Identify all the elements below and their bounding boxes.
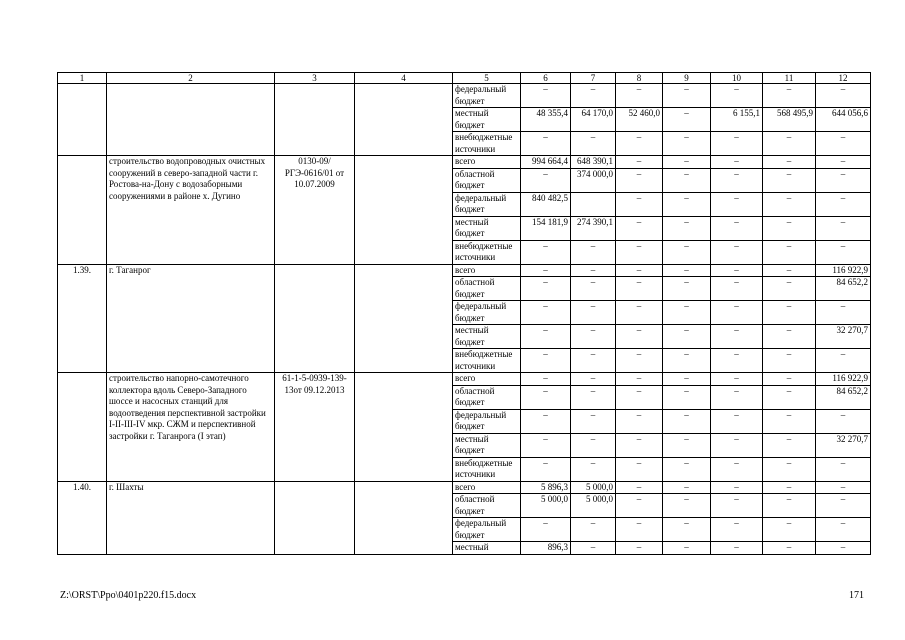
column-number: 9 — [663, 73, 711, 84]
document-ref-cell — [275, 481, 355, 554]
value-cell: – — [711, 301, 763, 325]
column-4-cell — [355, 156, 453, 265]
value-cell: – — [571, 325, 616, 349]
column-number: 2 — [107, 73, 275, 84]
value-cell: – — [663, 385, 711, 409]
column-number: 1 — [58, 73, 107, 84]
value-cell: – — [571, 301, 616, 325]
value-cell: – — [763, 192, 816, 216]
item-name-cell: г. Таганрог — [107, 264, 275, 373]
value-cell: – — [521, 132, 571, 156]
value-cell: – — [616, 385, 663, 409]
column-4-cell — [355, 373, 453, 482]
value-cell: – — [816, 542, 871, 555]
column-4-cell — [355, 264, 453, 373]
value-cell: – — [616, 349, 663, 373]
value-cell: – — [521, 349, 571, 373]
value-cell: 64 170,0 — [571, 108, 616, 132]
value-cell: 6 155,1 — [711, 108, 763, 132]
value-cell: – — [711, 494, 763, 518]
value-cell: – — [663, 433, 711, 457]
value-cell: – — [663, 216, 711, 240]
value-cell: 994 664,4 — [521, 156, 571, 169]
value-cell: – — [616, 433, 663, 457]
value-cell: – — [571, 349, 616, 373]
value-cell: – — [616, 494, 663, 518]
value-cell: – — [616, 168, 663, 192]
value-cell: – — [663, 518, 711, 542]
funding-source-cell: местный бюджет — [453, 433, 521, 457]
value-cell: – — [763, 518, 816, 542]
column-4-cell — [355, 84, 453, 156]
item-name-cell — [107, 84, 275, 156]
value-cell: – — [763, 264, 816, 277]
funding-source-cell: областной бюджет — [453, 277, 521, 301]
value-cell: – — [616, 518, 663, 542]
value-cell: – — [663, 494, 711, 518]
value-cell: – — [763, 325, 816, 349]
value-cell: 644 056,6 — [816, 108, 871, 132]
value-cell: – — [711, 325, 763, 349]
value-cell: – — [763, 349, 816, 373]
value-cell: – — [571, 385, 616, 409]
value-cell: – — [763, 277, 816, 301]
value-cell: – — [711, 409, 763, 433]
value-cell: – — [616, 409, 663, 433]
value-cell: – — [616, 457, 663, 481]
value-cell: – — [711, 349, 763, 373]
value-cell: – — [616, 481, 663, 494]
value-cell: – — [663, 264, 711, 277]
item-number-cell: 1.40. — [58, 481, 107, 554]
value-cell: – — [763, 373, 816, 386]
value-cell: – — [816, 132, 871, 156]
value-cell: – — [616, 301, 663, 325]
funding-source-cell: областной бюджет — [453, 385, 521, 409]
value-cell: – — [763, 132, 816, 156]
value-cell: – — [711, 457, 763, 481]
value-cell: 154 181,9 — [521, 216, 571, 240]
value-cell: – — [616, 373, 663, 386]
value-cell — [571, 192, 616, 216]
value-cell: 5 896,3 — [521, 481, 571, 494]
value-cell: – — [571, 409, 616, 433]
value-cell: – — [663, 277, 711, 301]
value-cell: – — [521, 277, 571, 301]
value-cell: – — [763, 385, 816, 409]
value-cell: 896,3 — [521, 542, 571, 555]
funding-source-cell: всего — [453, 373, 521, 386]
value-cell: – — [616, 264, 663, 277]
value-cell: 32 270,7 — [816, 433, 871, 457]
value-cell: 84 652,2 — [816, 385, 871, 409]
value-cell: – — [521, 373, 571, 386]
value-cell: – — [763, 481, 816, 494]
column-number: 10 — [711, 73, 763, 84]
item-name-cell: строительство напорно-самотечного коллектора вдоль Северо-Западного шоссе и насосных станций для водоотведения перспективной застройки I-II-III-IV мкр. СЖМ и перспективной застройки г. Таганрога (I этап) — [107, 373, 275, 482]
value-cell: – — [663, 325, 711, 349]
funding-source-cell: всего — [453, 156, 521, 169]
column-number: 3 — [275, 73, 355, 84]
value-cell: – — [521, 433, 571, 457]
value-cell: – — [663, 192, 711, 216]
column-number: 4 — [355, 73, 453, 84]
value-cell: 32 270,7 — [816, 325, 871, 349]
value-cell: – — [711, 385, 763, 409]
funding-source-cell: федеральный бюджет — [453, 518, 521, 542]
funding-source-cell: областной бюджет — [453, 494, 521, 518]
document-ref-cell: 0130-09/РГЭ-0616/01 от 10.07.2009 — [275, 156, 355, 265]
value-cell: – — [816, 192, 871, 216]
item-number-cell — [58, 84, 107, 156]
value-cell: – — [816, 518, 871, 542]
value-cell: – — [816, 409, 871, 433]
value-cell: – — [571, 240, 616, 264]
value-cell: – — [763, 301, 816, 325]
value-cell: – — [571, 277, 616, 301]
value-cell: – — [711, 192, 763, 216]
value-cell: 274 390,1 — [571, 216, 616, 240]
value-cell: – — [616, 156, 663, 169]
item-name-cell: строительство водопроводных очистных сооружений в северо-западной части г. Ростова-на-Дону с водозаборными сооружениями в районе х. Дугино — [107, 156, 275, 265]
value-cell: – — [711, 433, 763, 457]
column-number: 7 — [571, 73, 616, 84]
table-row — [58, 264, 871, 277]
value-cell: 48 355,4 — [521, 108, 571, 132]
value-cell: 648 390,1 — [571, 156, 616, 169]
funding-source-cell: местный бюджет — [453, 108, 521, 132]
item-number-cell — [58, 156, 107, 265]
document-ref-cell: 61-1-5-0939-139-13от 09.12.2013 — [275, 373, 355, 482]
value-cell: 5 000,0 — [571, 494, 616, 518]
budget-table — [57, 72, 871, 555]
document-ref-cell — [275, 84, 355, 156]
value-cell: – — [521, 264, 571, 277]
value-cell: – — [663, 240, 711, 264]
value-cell: – — [571, 433, 616, 457]
column-number-row — [58, 73, 871, 84]
document-file-path: Z:\ORST\Ppo\0401p220.f15.docx — [60, 590, 197, 601]
value-cell: – — [663, 168, 711, 192]
value-cell: – — [711, 132, 763, 156]
value-cell: – — [711, 264, 763, 277]
value-cell: – — [663, 108, 711, 132]
value-cell: – — [763, 409, 816, 433]
value-cell: – — [663, 84, 711, 108]
value-cell: – — [711, 277, 763, 301]
value-cell: – — [616, 216, 663, 240]
value-cell: – — [763, 168, 816, 192]
value-cell: – — [711, 373, 763, 386]
value-cell: – — [711, 481, 763, 494]
value-cell: – — [711, 84, 763, 108]
table-row — [58, 373, 871, 386]
value-cell: – — [571, 542, 616, 555]
value-cell: – — [763, 457, 816, 481]
value-cell: – — [571, 132, 616, 156]
funding-source-cell: федеральный бюджет — [453, 84, 521, 108]
funding-source-cell: внебюджетные источники — [453, 349, 521, 373]
value-cell: – — [663, 349, 711, 373]
value-cell: – — [763, 240, 816, 264]
column-number: 11 — [763, 73, 816, 84]
column-4-cell — [355, 481, 453, 554]
funding-source-cell: всего — [453, 264, 521, 277]
value-cell: – — [663, 156, 711, 169]
value-cell: – — [816, 240, 871, 264]
value-cell: – — [711, 542, 763, 555]
column-number: 6 — [521, 73, 571, 84]
value-cell: – — [663, 457, 711, 481]
funding-source-cell: федеральный бюджет — [453, 409, 521, 433]
value-cell: – — [816, 481, 871, 494]
value-cell: – — [763, 84, 816, 108]
value-cell: – — [616, 542, 663, 555]
value-cell: – — [571, 457, 616, 481]
value-cell: – — [663, 481, 711, 494]
value-cell: – — [711, 518, 763, 542]
funding-source-cell: федеральный бюджет — [453, 301, 521, 325]
value-cell: 84 652,2 — [816, 277, 871, 301]
value-cell: – — [571, 264, 616, 277]
value-cell: – — [816, 84, 871, 108]
value-cell: – — [521, 518, 571, 542]
value-cell: – — [571, 84, 616, 108]
column-number: 12 — [816, 73, 871, 84]
value-cell: – — [711, 240, 763, 264]
column-number: 5 — [453, 73, 521, 84]
value-cell: – — [816, 457, 871, 481]
value-cell: – — [711, 156, 763, 169]
value-cell: – — [763, 433, 816, 457]
funding-source-cell: местный бюджет — [453, 216, 521, 240]
value-cell: – — [763, 494, 816, 518]
value-cell: 840 482,5 — [521, 192, 571, 216]
funding-source-cell: внебюджетные источники — [453, 240, 521, 264]
value-cell: – — [711, 216, 763, 240]
value-cell: – — [663, 373, 711, 386]
value-cell: – — [521, 84, 571, 108]
funding-source-cell: всего — [453, 481, 521, 494]
funding-source-cell: федеральный бюджет — [453, 192, 521, 216]
value-cell: – — [571, 373, 616, 386]
value-cell: – — [521, 168, 571, 192]
value-cell: – — [816, 494, 871, 518]
value-cell: – — [663, 132, 711, 156]
value-cell: 5 000,0 — [521, 494, 571, 518]
value-cell: – — [616, 132, 663, 156]
value-cell: 568 495,9 — [763, 108, 816, 132]
funding-source-cell: внебюджетные источники — [453, 457, 521, 481]
value-cell: – — [616, 192, 663, 216]
value-cell: – — [616, 277, 663, 301]
column-number: 8 — [616, 73, 663, 84]
value-cell: – — [521, 325, 571, 349]
value-cell: – — [663, 301, 711, 325]
page-number: 171 — [849, 590, 864, 601]
value-cell: – — [763, 216, 816, 240]
value-cell: – — [816, 301, 871, 325]
funding-source-cell: местный — [453, 542, 521, 555]
value-cell: – — [521, 385, 571, 409]
value-cell: – — [663, 542, 711, 555]
value-cell: – — [521, 240, 571, 264]
value-cell: – — [763, 156, 816, 169]
value-cell: – — [816, 156, 871, 169]
table-row — [58, 84, 871, 108]
value-cell: – — [616, 325, 663, 349]
funding-source-cell: внебюджетные источники — [453, 132, 521, 156]
table-row — [58, 481, 871, 494]
value-cell: 116 922,9 — [816, 373, 871, 386]
funding-source-cell: областной бюджет — [453, 168, 521, 192]
item-number-cell — [58, 373, 107, 482]
value-cell: – — [711, 168, 763, 192]
value-cell: – — [571, 518, 616, 542]
value-cell: – — [616, 84, 663, 108]
document-ref-cell — [275, 264, 355, 373]
value-cell: – — [763, 542, 816, 555]
value-cell: – — [521, 457, 571, 481]
value-cell: 52 460,0 — [616, 108, 663, 132]
item-name-cell: г. Шахты — [107, 481, 275, 554]
value-cell: – — [663, 409, 711, 433]
item-number-cell: 1.39. — [58, 264, 107, 373]
value-cell: – — [616, 240, 663, 264]
value-cell: – — [521, 301, 571, 325]
value-cell: – — [816, 216, 871, 240]
value-cell: – — [521, 409, 571, 433]
value-cell: 5 000,0 — [571, 481, 616, 494]
table-row — [58, 156, 871, 169]
value-cell: 374 000,0 — [571, 168, 616, 192]
value-cell: – — [816, 349, 871, 373]
value-cell: – — [816, 168, 871, 192]
value-cell: 116 922,9 — [816, 264, 871, 277]
funding-source-cell: местный бюджет — [453, 325, 521, 349]
